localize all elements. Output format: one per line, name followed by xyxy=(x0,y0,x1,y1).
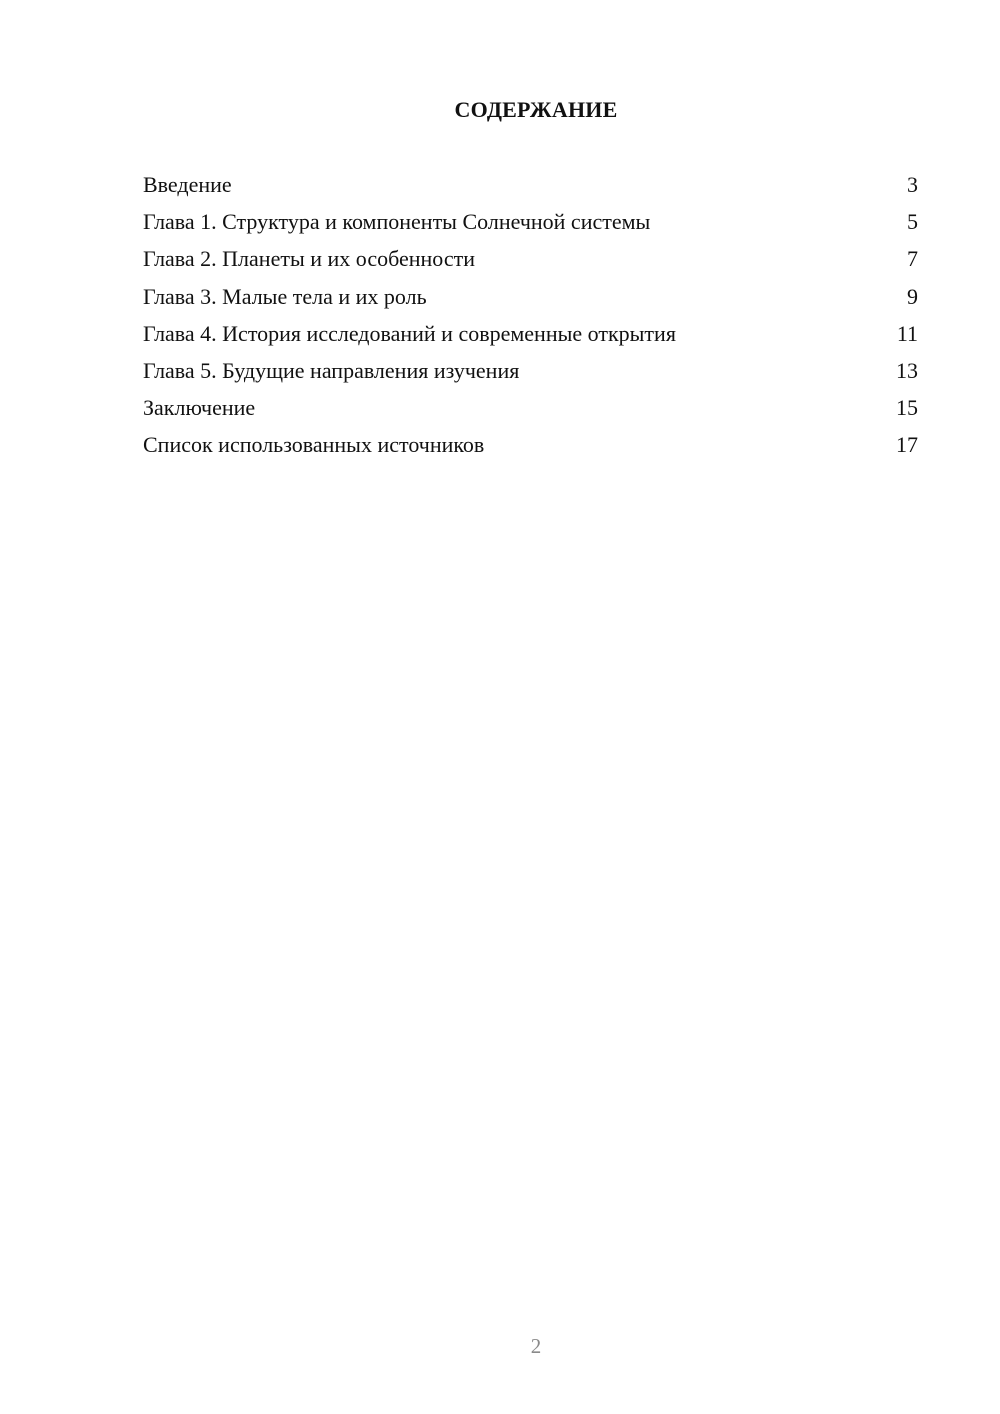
toc-entry-conclusion[interactable] xyxy=(143,393,918,430)
toc-entry-chapter-2[interactable] xyxy=(143,244,918,281)
toc-entry-chapter-5[interactable] xyxy=(143,356,918,393)
toc-entry-chapter-3[interactable] xyxy=(143,282,918,319)
toc-entry-page: 17 xyxy=(896,432,918,458)
toc-entry-title: Глава 3. Малые тела и их роль xyxy=(143,283,427,309)
toc-entry-chapter-1[interactable] xyxy=(143,207,918,244)
toc-entry-chapter-4[interactable] xyxy=(143,319,918,356)
table-of-contents xyxy=(143,170,918,468)
toc-entry-title: Заключение xyxy=(143,395,256,421)
toc-entry-title: Глава 1. Структура и компоненты Солнечной системы xyxy=(143,209,651,235)
toc-entry-title: Глава 2. Планеты и их особенности xyxy=(143,246,476,272)
toc-entry-page: 7 xyxy=(907,246,918,272)
footer-page-number: 2 xyxy=(530,1334,542,1358)
toc-entry-page: 11 xyxy=(896,320,918,346)
toc-entry-page: 15 xyxy=(896,395,918,421)
toc-entry-title: Глава 4. История исследований и современные открытия xyxy=(143,320,676,346)
page-title: СОДЕРЖАНИЕ xyxy=(454,97,618,122)
toc-entry-introduction[interactable] xyxy=(143,170,918,207)
toc-entry-page: 9 xyxy=(907,283,918,309)
toc-entry-page: 13 xyxy=(896,357,918,383)
toc-entry-page: 3 xyxy=(907,172,918,197)
toc-entry-page: 5 xyxy=(907,209,918,235)
toc-entry-title: Список использованных источников xyxy=(143,432,485,458)
toc-entry-references[interactable] xyxy=(143,430,918,467)
toc-entry-title: Введение xyxy=(143,172,232,197)
toc-entry-title: Глава 5. Будущие направления изучения xyxy=(143,357,520,383)
